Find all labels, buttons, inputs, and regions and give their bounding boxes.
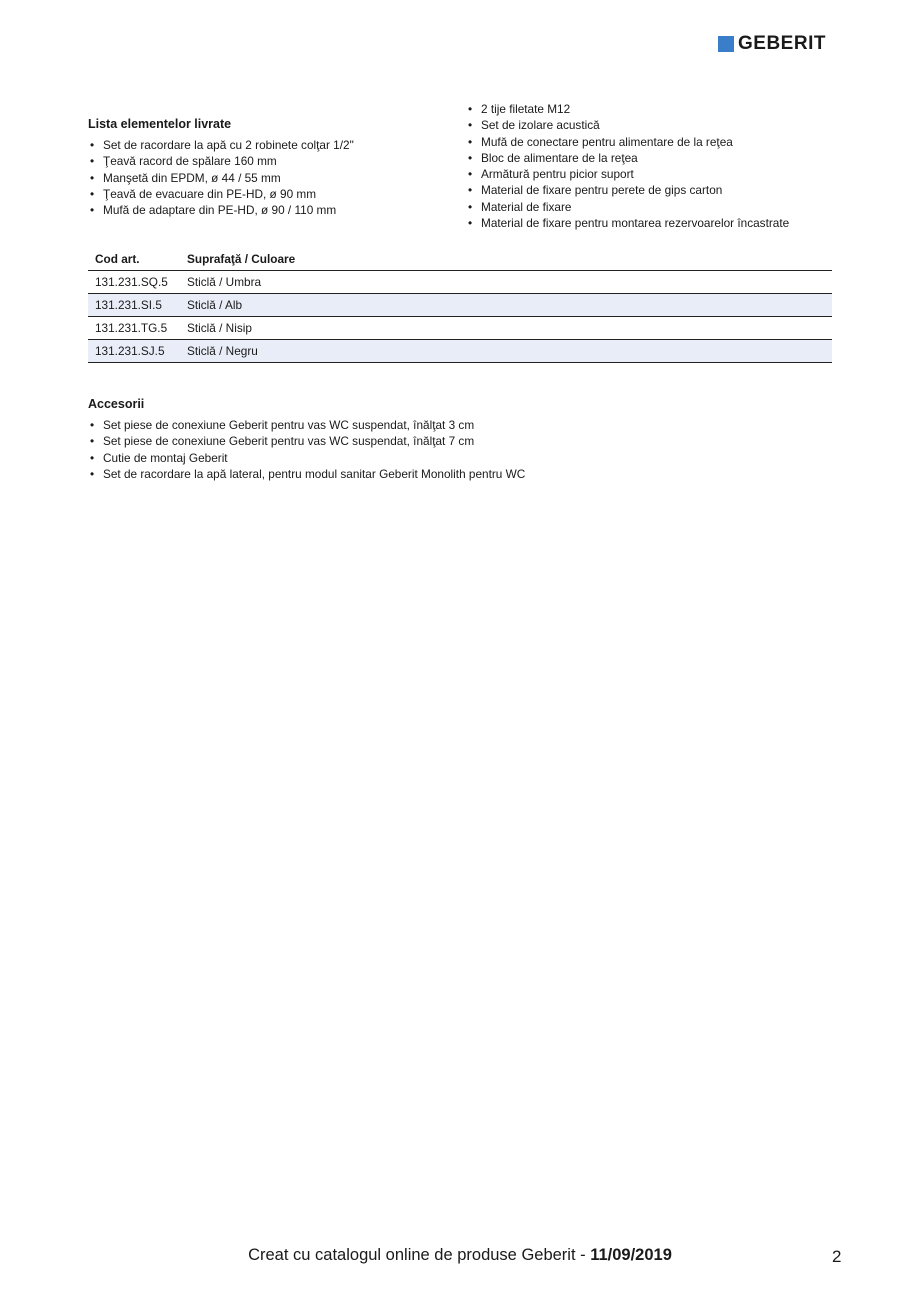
geberit-logo: [718, 34, 826, 53]
surface-color: Sticlă / Umbra: [180, 271, 832, 294]
list-item: • Ţeavă racord de spălare 160 mm: [88, 153, 458, 169]
footer: [0, 1246, 920, 1265]
article-code: 131.231.SQ.5: [88, 271, 180, 294]
footer-text: Creat cu catalogul online de produse Geberit -: [248, 1246, 591, 1264]
list-item: • Material de fixare pentru perete de gips carton: [466, 182, 846, 198]
surface-color: Sticlă / Negru: [180, 340, 832, 363]
delivered-list-left: [88, 137, 458, 218]
list-item: • Manşetă din EPDM, ø 44 / 55 mm: [88, 170, 458, 186]
list-item: • 2 tije filetate M12: [466, 101, 846, 117]
list-item: • Bloc de alimentare de la reţea: [466, 150, 846, 166]
accessories-list: [88, 417, 788, 482]
table-row: [88, 294, 832, 317]
table-header-row: [88, 248, 832, 271]
delivered-title: Lista elementelor livrate: [88, 117, 232, 131]
product-table: [88, 248, 832, 363]
list-item: • Material de fixare: [466, 199, 846, 215]
list-item: • Set piese de conexiune Geberit pentru vas WC suspendat, înălţat 3 cm: [88, 417, 788, 433]
brand-name: GEBERIT: [738, 33, 826, 54]
list-item: • Set de izolare acustică: [466, 117, 846, 133]
article-code: 131.231.TG.5: [88, 317, 180, 340]
accessories-title: Accesorii: [88, 397, 145, 411]
column-header-surface: Suprafaţă / Culoare: [180, 248, 832, 271]
list-item: • Set de racordare la apă cu 2 robinete colţar 1/2": [88, 137, 458, 153]
list-item: • Material de fixare pentru montarea rezervoarelor încastrate: [466, 215, 846, 231]
footer-date: 11/09/2019: [590, 1246, 672, 1264]
surface-color: Sticlă / Alb: [180, 294, 832, 317]
delivered-items-left: [88, 117, 458, 218]
list-item: • Cutie de montaj Geberit: [88, 450, 788, 466]
table-row: [88, 317, 832, 340]
column-header-code: Cod art.: [88, 248, 180, 271]
article-code: 131.231.SI.5: [88, 294, 180, 317]
delivered-items-right: [466, 101, 846, 231]
page-number: 2: [832, 1247, 842, 1266]
list-item: • Mufă de adaptare din PE-HD, ø 90 / 110 mm: [88, 202, 458, 218]
list-item: • Set de racordare la apă lateral, pentru modul sanitar Geberit Monolith pentru WC: [88, 466, 788, 482]
article-code: 131.231.SJ.5: [88, 340, 180, 363]
delivered-list-right: [466, 101, 846, 231]
list-item: • Ţeavă de evacuare din PE-HD, ø 90 mm: [88, 186, 458, 202]
list-item: • Set piese de conexiune Geberit pentru vas WC suspendat, înălţat 7 cm: [88, 433, 788, 449]
accessories-section: [88, 397, 788, 482]
list-item: • Armătură pentru picior suport: [466, 166, 846, 182]
table-row: [88, 271, 832, 294]
surface-color: Sticlă / Nisip: [180, 317, 832, 340]
logo-square-icon: [718, 36, 734, 52]
list-item: • Mufă de conectare pentru alimentare de la reţea: [466, 134, 846, 150]
table-row: [88, 340, 832, 363]
